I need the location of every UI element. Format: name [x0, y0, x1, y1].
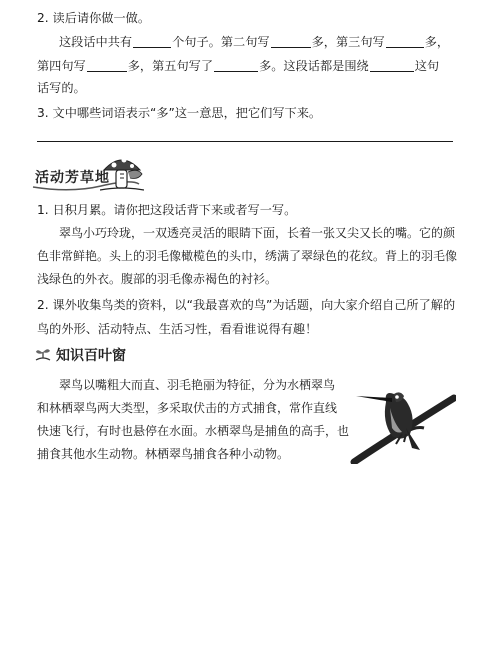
knowledge-line-2: 和林栖翠鸟两大类型，多采取伏击的方式捕食，常作直线	[37, 401, 338, 415]
question-2-title: 2. 读后请你做一做。	[37, 11, 151, 25]
blank-fifth-sentence[interactable]	[214, 59, 258, 72]
knowledge-line-4: 捕食其他水生动物。林栖翠鸟捕食各种小动物。	[37, 447, 290, 461]
passage-line-1: 翠鸟小巧玲珑，一双透亮灵活的眼睛下面，长着一张又尖又长的嘴。它的颜	[59, 226, 456, 240]
knowledge-line-3: 快速飞行，有时也悬停在水面。水栖翠鸟是捕鱼的高手，也	[37, 424, 350, 438]
passage-line-2: 色非常鲜艳。头上的羽毛像橄榄色的头巾，绣满了翠绿色的花纹。背上的羽毛像	[37, 249, 458, 263]
knowledge-section-title: 知识百叶窗	[56, 348, 126, 364]
activity-banner-title: 活动芳草地	[35, 170, 110, 186]
blank-second-sentence[interactable]	[271, 35, 311, 48]
knowledge-line-1: 翠鸟以嘴粗大而直、羽毛艳丽为特征，分为水栖翠鸟	[59, 378, 336, 392]
q2-text-h: 这句	[414, 59, 440, 73]
blank-third-sentence[interactable]	[386, 35, 424, 48]
sprout-icon	[34, 346, 52, 362]
q2-text-e: 第四句写	[37, 59, 86, 73]
question-2-line-2	[37, 58, 439, 74]
passage-line-3: 浅绿色的外衣。腹部的羽毛像赤褐色的衬衫。	[37, 272, 278, 286]
blank-fourth-sentence[interactable]	[87, 59, 127, 72]
question-2-line-1	[59, 34, 449, 50]
activity-item-2-line-1: 2. 课外收集鸟类的资料，以“我最喜欢的鸟”为话题，向大家介绍自己所了解的	[37, 298, 456, 312]
mushroom-icon	[100, 150, 144, 192]
q2-text-c: 多，第三句写	[311, 35, 385, 49]
q2-text-g: 多。这段话都是围绕	[259, 59, 369, 73]
answer-line[interactable]	[37, 141, 453, 142]
q2-text-b: 个句子。第二句写	[172, 35, 270, 49]
blank-sentence-count[interactable]	[133, 35, 171, 48]
question-2-line-3: 话写的。	[37, 81, 86, 95]
blank-central-sentence[interactable]	[370, 59, 414, 72]
kingfisher-image	[346, 368, 456, 464]
activity-item-2-line-2: 鸟的外形、活动特点、生活习性，看看谁说得有趣！	[37, 322, 318, 336]
activity-item-1-title: 1. 日积月累。请你把这段话背下来或者写一写。	[37, 203, 297, 217]
q2-text-f: 多，第五句写了	[127, 59, 214, 73]
q2-text-a: 这段话中共有	[59, 35, 133, 49]
question-3-title: 3. 文中哪些词语表示“多”这一意思，把它们写下来。	[37, 106, 322, 120]
q2-text-d: 多，	[424, 35, 450, 49]
